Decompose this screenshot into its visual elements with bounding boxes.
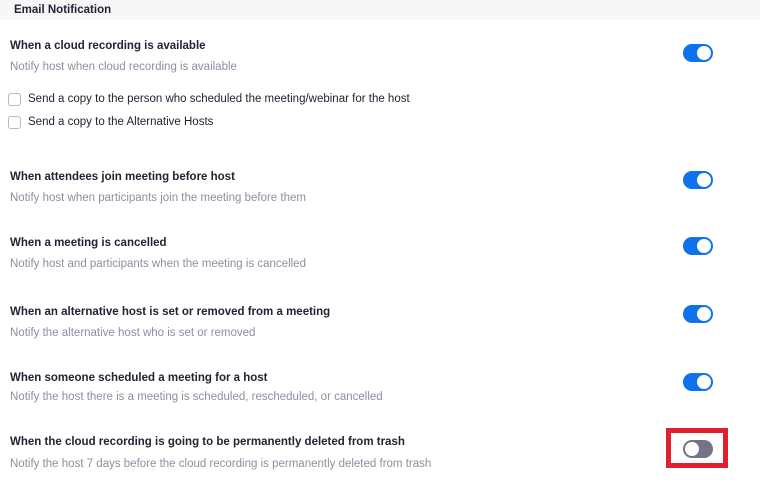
setting-description-meeting-cancelled: Notify host and participants when the meeting is cancelled: [10, 258, 306, 270]
toggle-cloud-recording-available[interactable]: [683, 44, 713, 62]
checkbox-row-send-copy-scheduler[interactable]: [8, 92, 410, 106]
toggle-knob: [697, 375, 711, 389]
setting-title-alternative-host-set-removed: When an alternative host is set or removed from a meeting: [10, 306, 331, 318]
checkbox-row-send-copy-alternative-hosts[interactable]: [8, 115, 213, 129]
checkbox-label: Send a copy to the Alternative Hosts: [28, 116, 214, 128]
checkbox-send-copy-scheduler[interactable]: [8, 93, 21, 106]
setting-title-attendees-join-before-host: When attendees join meeting before host: [10, 171, 235, 183]
toggle-meeting-cancelled[interactable]: [683, 237, 713, 255]
toggle-knob: [697, 239, 711, 253]
setting-description-alternative-host-set-removed: Notify the alternative host who is set or removed: [10, 327, 256, 339]
toggle-knob: [685, 442, 699, 456]
setting-title-recording-deleted-from-trash: When the cloud recording is going to be permanently deleted from trash: [10, 436, 405, 448]
section-header: [0, 0, 760, 20]
toggle-knob: [697, 173, 711, 187]
setting-description-recording-deleted-from-trash: Notify the host 7 days before the cloud recording is permanently deleted from trash: [10, 458, 432, 470]
toggle-knob: [697, 46, 711, 60]
toggle-alternative-host-set-removed[interactable]: [683, 305, 713, 323]
checkbox-send-copy-alternative-hosts[interactable]: [8, 116, 21, 129]
toggle-knob: [697, 307, 711, 321]
setting-description-cloud-recording-available: Notify host when cloud recording is available: [10, 61, 237, 73]
setting-title-meeting-cancelled: When a meeting is cancelled: [10, 237, 167, 249]
setting-title-scheduled-meeting-for-host: When someone scheduled a meeting for a host: [10, 372, 268, 384]
toggle-scheduled-meeting-for-host[interactable]: [683, 373, 713, 391]
setting-description-scheduled-meeting-for-host: Notify the host there is a meeting is scheduled, rescheduled, or cancelled: [10, 391, 383, 403]
toggle-recording-deleted-from-trash[interactable]: [683, 440, 713, 458]
setting-title-cloud-recording-available: When a cloud recording is available: [10, 40, 206, 52]
setting-description-attendees-join-before-host: Notify host when participants join the meeting before them: [10, 192, 306, 204]
toggle-attendees-join-before-host[interactable]: [683, 171, 713, 189]
checkbox-label: Send a copy to the person who scheduled the meeting/webinar for the host: [28, 93, 410, 105]
section-title: Email Notification: [14, 4, 112, 16]
